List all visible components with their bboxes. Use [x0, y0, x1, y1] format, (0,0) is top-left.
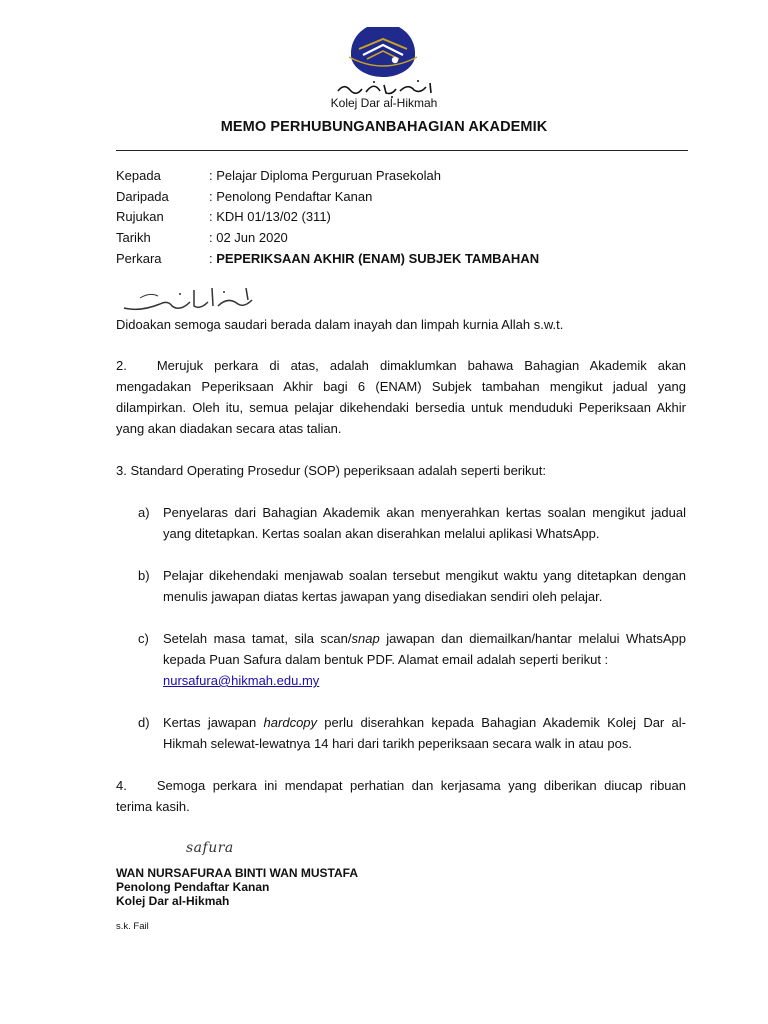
field-value-daripada: : Penolong Pendaftar Kanan — [209, 189, 373, 204]
sop-item-text: Setelah masa tamat, sila scan/snap jawapan dan diemailkan/hantar melalui WhatsApp kepada Puan Safura dalam bentuk PDF. Alamat email adalah seperti berikut : nursafura@hikmah.edu.my — [163, 631, 687, 688]
college-logo — [345, 27, 421, 77]
field-value-kepada: : Pelajar Diploma Perguruan Prasekolah — [209, 168, 441, 183]
sop-item-label: b) — [138, 568, 150, 583]
field-label-rujukan: Rujukan — [116, 209, 164, 224]
handwritten-signature: safura — [186, 840, 234, 856]
signatory-position: Penolong Pendaftar Kanan — [116, 880, 270, 894]
paragraph-1: Didoakan semoga saudari berada dalam inayah dan limpah kurnia Allah s.w.t. — [116, 317, 564, 332]
field-label-kepada: Kepada — [116, 168, 161, 183]
field-value-rujukan: : KDH 01/13/02 (311) — [209, 209, 331, 224]
field-label-daripada: Daripada — [116, 189, 169, 204]
sop-item-label: c) — [138, 631, 149, 646]
cc-note: s.k. Fail — [116, 921, 149, 932]
field-value-tarikh: : 02 Jun 2020 — [209, 230, 288, 245]
sop-item-label: a) — [138, 505, 150, 520]
sop-item-text: Kertas jawapan hardcopy perlu diserahkan kepada Bahagian Akademik Kolej Dar al-Hikmah selewat-lewatnya 14 hari dari tarikh peperiksaan secara walk in atau pos. — [163, 715, 686, 751]
signatory-organisation: Kolej Dar al-Hikmah — [116, 894, 230, 908]
field-value-perkara: : PEPERIKSAAN AKHIR (ENAM) SUBJEK TAMBAHAN — [209, 251, 540, 266]
field-label-perkara: Perkara — [116, 251, 162, 266]
paragraph-2: mengadakan Peperiksaan Akhir bagi 6 (ENAM) Subjek tambahan mengikut jadual yang dilampirkan. Oleh itu, semua pelajar dikehendaki bersedia untuk menduduki Peperiksaan Akhir yang akan diadakan secara atas talian. — [116, 379, 686, 436]
field-label-tarikh: Tarikh — [116, 230, 151, 245]
college-name: Kolej Dar al-Hikmah — [330, 96, 438, 110]
signatory-name: WAN NURSAFURAA BINTI WAN MUSTAFA — [116, 866, 358, 880]
paragraph-2-first-line: 2. Merujuk perkara di atas, adalah dimaklumkan bahawa Bahagian Akademik akan — [116, 358, 686, 373]
header-divider — [116, 150, 688, 151]
paragraph-3: 3. Standard Operating Prosedur (SOP) peperiksaan adalah seperti berikut: — [116, 463, 546, 478]
salam-calligraphy — [120, 282, 260, 316]
sop-item-label: d) — [138, 715, 150, 730]
sop-item-text: Penyelaras dari Bahagian Akademik akan menyerahkan kertas soalan mengikut jadual yang ditetapkan. Kertas soalan akan diserahkan melalui aplikasi WhatsApp. — [163, 505, 686, 541]
memo-title: MEMO PERHUBUNGANBAHAGIAN AKADEMIK — [220, 119, 548, 135]
email-link[interactable]: nursafura@hikmah.edu.my — [163, 673, 320, 688]
sop-item-text: Pelajar dikehendaki menjawab soalan tersebut mengikut waktu yang ditetapkan dengan menulis jawapan diatas kertas jawapan yang disediakan sendiri oleh pelajar. — [163, 568, 686, 604]
paragraph-4-first-line: 4. Semoga perkara ini mendapat perhatian dan kerjasama yang diberikan diucap ribuan — [116, 778, 686, 793]
paragraph-4: terima kasih. — [116, 799, 190, 814]
